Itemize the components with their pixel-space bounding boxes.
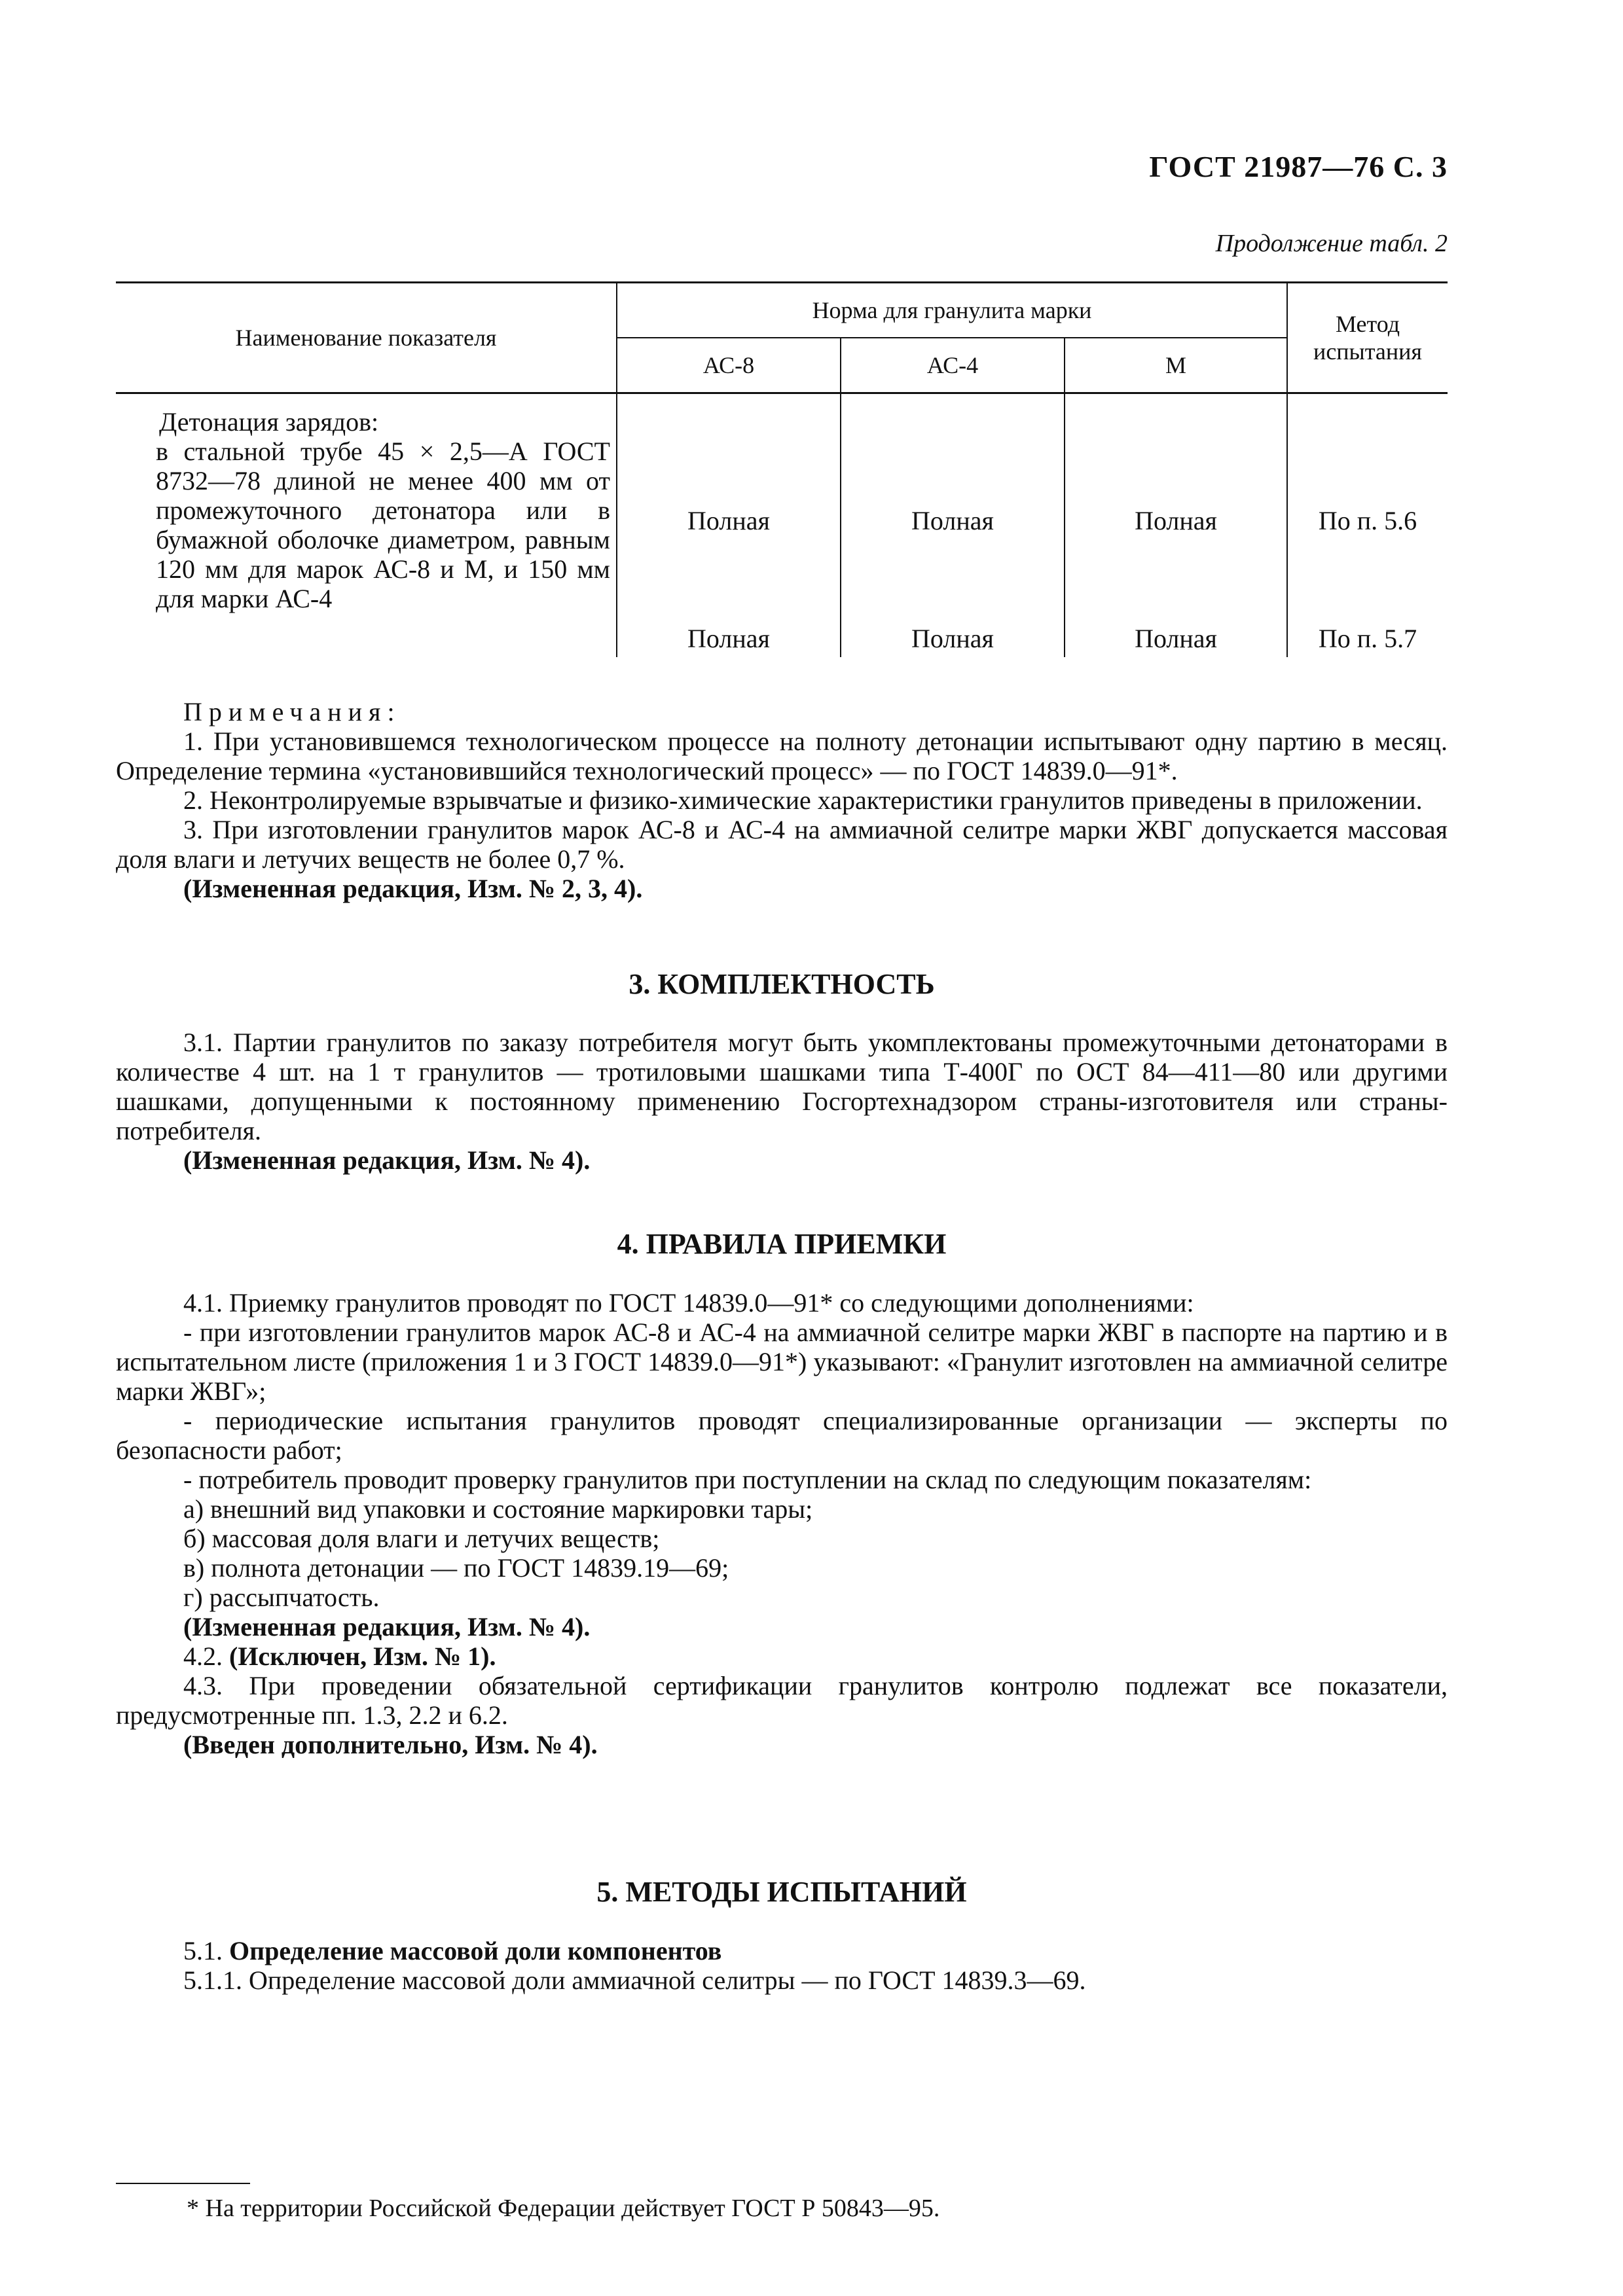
list-item-g: г) рассыпчатость.	[183, 1583, 380, 1612]
value-m-1: Полная	[1135, 506, 1217, 535]
method-1: По п. 5.6	[1318, 506, 1417, 535]
indicator-table	[116, 281, 1448, 657]
value-as8-2: Полная	[687, 624, 770, 653]
value-as4	[841, 393, 1065, 658]
section-4-amendment-1: (Измененная редакция, Изм. № 4).	[183, 1612, 591, 1641]
header-mark-as4: АС-4	[841, 338, 1065, 393]
paragraph-4-2-number: 4.2.	[183, 1641, 223, 1671]
section-5-body	[116, 1936, 1448, 1995]
list-item-v: в) полнота детонации — по ГОСТ 14839.19—69;	[183, 1553, 729, 1583]
footnote-divider	[116, 2183, 250, 2184]
header-indicator-name: Наименование показателя	[116, 283, 617, 393]
header-mark-as8: АС-8	[617, 338, 841, 393]
footnote: * На территории Российской Федерации действует ГОСТ Р 50843—95.	[187, 2195, 940, 2222]
section-3-amendment: (Измененная редакция, Изм. № 4).	[183, 1145, 591, 1175]
section-4-body	[116, 1288, 1448, 1759]
section-5-title: 5. МЕТОДЫ ИСПЫТАНИЙ	[596, 1876, 967, 1908]
note-3: 3. При изготовлении гранулитов марок АС-8 и АС-4 на аммиачной селитре марки ЖВГ допускается массовая доля влаги и летучих веществ не более 0,7 %.	[116, 815, 1448, 874]
method-2: По п. 5.7	[1318, 624, 1417, 653]
header-mark-m: М	[1065, 338, 1287, 393]
value-m	[1065, 393, 1287, 658]
indicator-cell	[116, 393, 617, 658]
value-as4-1: Полная	[911, 506, 994, 535]
table-2-continued	[116, 281, 1448, 657]
note-2: 2. Неконтролируемые взрывчатые и физико-химические характеристики гранулитов приведены в приложении.	[183, 785, 1423, 815]
table-notes	[116, 697, 1448, 903]
notes-title: Примечания:	[183, 697, 401, 726]
paragraph-5-1-1: 5.1.1. Определение массовой доли аммиачной селитры — по ГОСТ 14839.3—69.	[183, 1965, 1086, 1995]
value-method	[1287, 393, 1448, 658]
paragraph-5-1-number: 5.1.	[183, 1936, 223, 1965]
section-4-amendment-2: (Введен дополнительно, Изм. № 4).	[183, 1730, 598, 1759]
page-header: ГОСТ 21987—76 С. 3	[1149, 150, 1448, 183]
paragraph-4-1-dash-3: - потребитель проводит проверку гранулитов при поступлении на склад по следующим показателям:	[183, 1465, 1312, 1494]
paragraph-4-1-dash-2: - периодические испытания гранулитов проводят специализированные организации — эксперты по безопасности работ;	[116, 1406, 1448, 1465]
indicator-description: в стальной трубе 45 × 2,5—А ГОСТ 8732—78 длиной не менее 400 мм от промежуточного детонатора или в бумажной оболочке диаметром, равным 120 мм для марок АС-8 и М, и 150 мм для марки АС-4	[156, 437, 610, 613]
notes-amendment: (Измененная редакция, Изм. № 2, 3, 4).	[183, 874, 643, 903]
paragraph-4-2-excluded: (Исключен, Изм. № 1).	[229, 1641, 496, 1671]
paragraph-4-1: 4.1. Приемку гранулитов проводят по ГОСТ 14839.0—91* со следующими дополнениями:	[183, 1288, 1194, 1318]
value-as4-2: Полная	[911, 624, 994, 653]
value-as8	[617, 393, 841, 658]
paragraph-4-3: 4.3. При проведении обязательной сертификации гранулитов контролю подлежат все показатели, предусмотренные пп. 1.3, 2.2 и 6.2.	[116, 1671, 1448, 1730]
header-test-method: Метод испытания	[1287, 283, 1448, 393]
value-m-2: Полная	[1135, 624, 1217, 653]
note-1: 1. При установившемся технологическом процессе на полноту детонации испытывают одну партию в месяц. Определение термина «установившийся технологический процесс» — по ГОСТ 14839.0—91*.	[116, 726, 1448, 785]
section-3-body	[116, 1028, 1448, 1175]
table-continuation-caption: Продолжение табл. 2	[1215, 230, 1448, 257]
indicator-title: Детонация зарядов:	[159, 407, 379, 437]
list-item-b: б) массовая доля влаги и летучих веществ;	[183, 1524, 660, 1553]
header-norm-group: Норма для гранулита марки	[617, 283, 1287, 338]
paragraph-4-2	[116, 1641, 1448, 1671]
list-item-a: а) внешний вид упаковки и состояние маркировки тары;	[183, 1494, 813, 1524]
paragraph-5-1	[116, 1936, 1448, 1965]
paragraph-5-1-heading: Определение массовой доли компонентов	[229, 1936, 722, 1965]
section-4-title: 4. ПРАВИЛА ПРИЕМКИ	[617, 1228, 947, 1260]
paragraph-3-1: 3.1. Партии гранулитов по заказу потребителя могут быть укомплектованы промежуточными детонаторами в количестве 4 шт. на 1 т гранулитов — тротиловыми шашками типа Т-400Г по ОСТ 84—411—80 или другими шашками, допущенными к постоянному применению Госгортехнадзором страны-изготовителя или страны-потребителя.	[116, 1028, 1448, 1145]
table-row	[116, 393, 1448, 658]
section-3-title: 3. КОМПЛЕКТНОСТЬ	[629, 968, 935, 1000]
paragraph-4-1-dash-1: - при изготовлении гранулитов марок АС-8 и АС-4 на аммиачной селитре марки ЖВГ в паспорте на партию и в испытательном листе (приложения 1 и 3 ГОСТ 14839.0—91*) указывают: «Гранулит изготовлен на аммиачной селитре марки ЖВГ»;	[116, 1318, 1448, 1406]
value-as8-1: Полная	[687, 506, 770, 535]
